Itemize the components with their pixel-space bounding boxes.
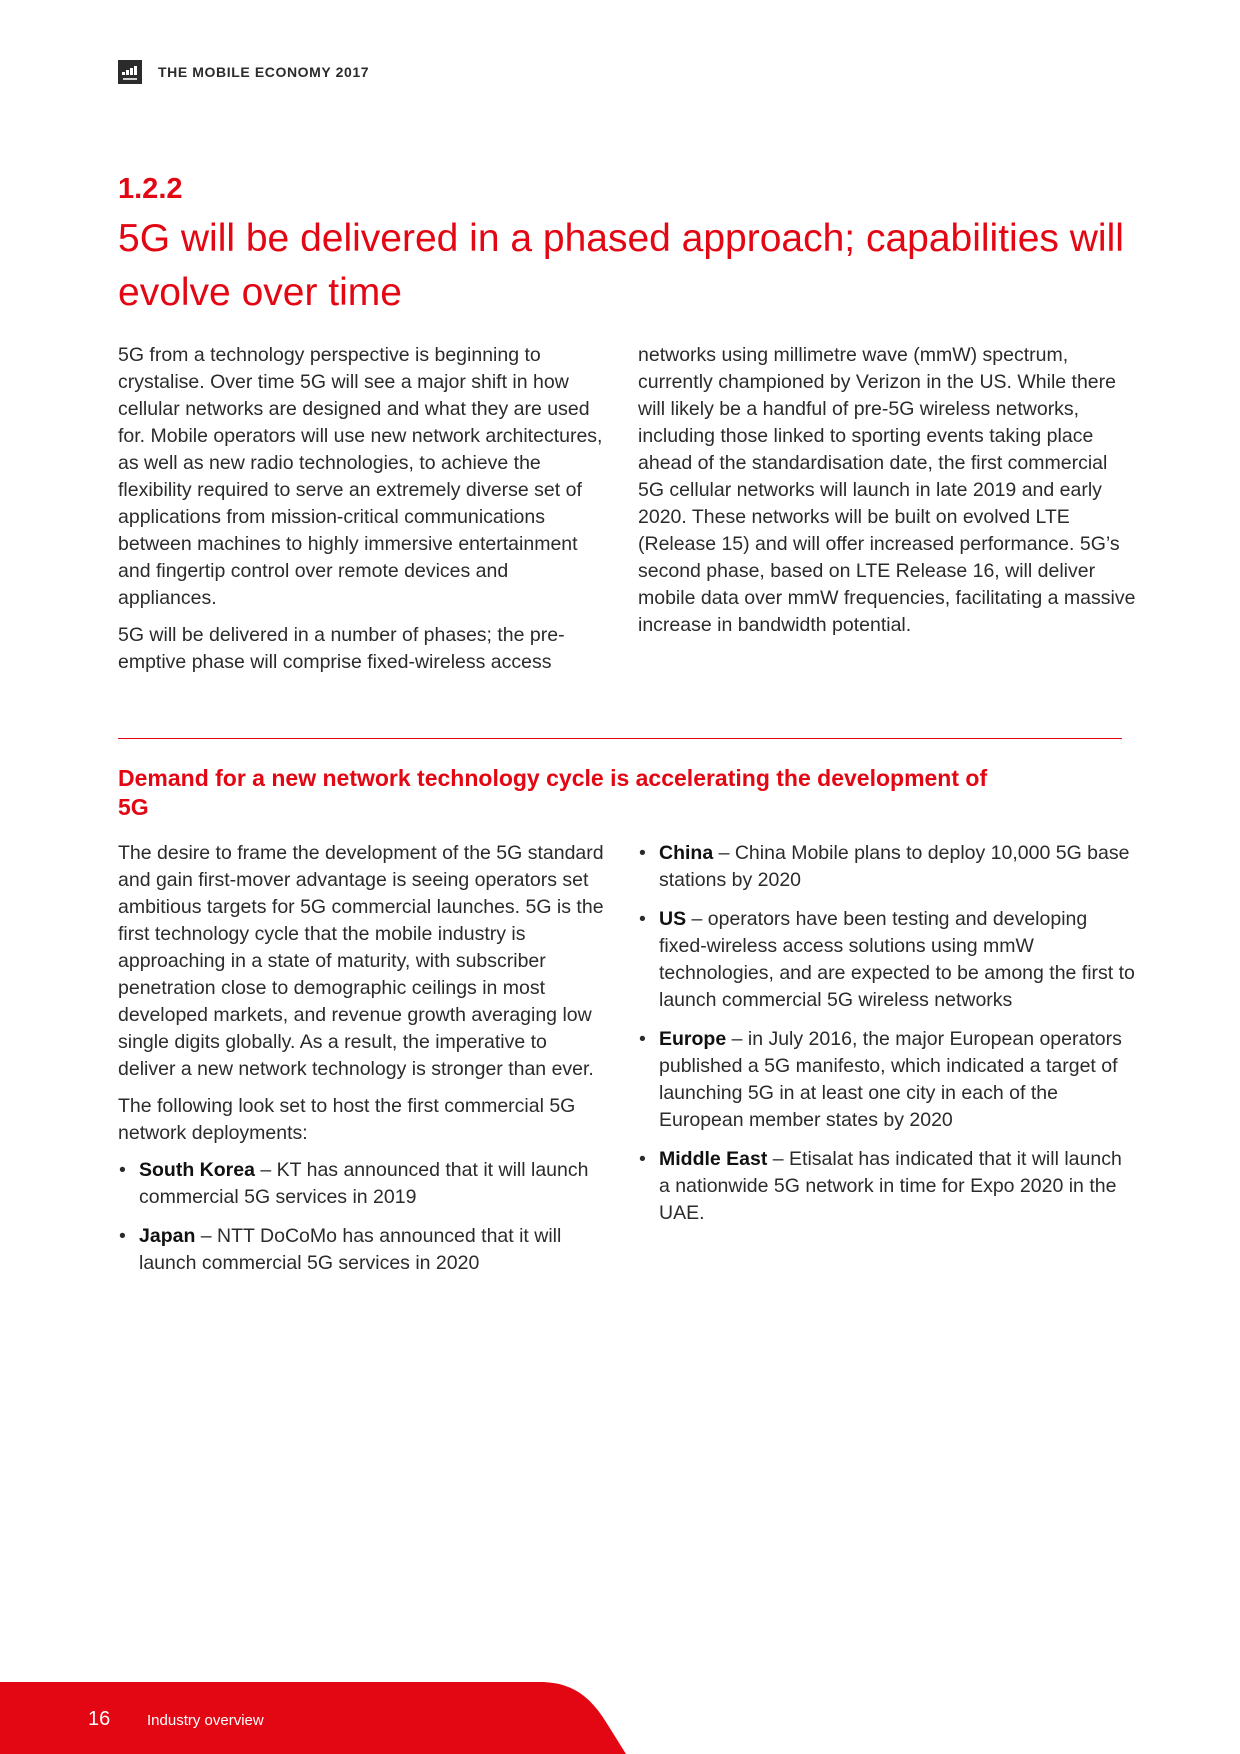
demand-heading: Demand for a new network technology cycle is accelerating the development of 5G — [118, 765, 988, 820]
country-detail: – operators have been testing and developing fixed-wireless access solutions using mmW technologies, and are expected to be among the first to launch commercial 5G wireless networks — [659, 908, 1135, 1011]
running-header — [118, 60, 369, 84]
list-item — [638, 1146, 1136, 1227]
gsma-logo-icon — [118, 60, 142, 84]
country-detail: – Etisalat has indicated that it will launch a nationwide 5G network in time for Expo 2020 in the UAE. — [659, 1148, 1122, 1224]
country-detail: – KT has announced that it will launch commercial 5G services in 2019 — [139, 1159, 589, 1208]
country-detail: – China Mobile plans to deploy 10,000 5G base stations by 2020 — [659, 842, 1130, 891]
country-term: US — [659, 908, 687, 930]
country-term: Middle East — [659, 1148, 768, 1170]
deployment-list — [118, 1157, 608, 1277]
country-detail: – in July 2016, the major European operators published a 5G manifesto, which indicated a target of launching 5G in at least one city in each of the European member states by 2020 — [659, 1028, 1122, 1131]
page-number: 16 — [88, 1708, 111, 1730]
demand-paragraph: The following look set to host the first commercial 5G network deployments: — [118, 1095, 576, 1144]
intro-left-column — [118, 342, 608, 686]
country-term: Europe — [659, 1028, 727, 1050]
intro-paragraph: networks using millimetre wave (mmW) spectrum, currently championed by Verizon in the US. While there will likely be a handful of pre-5G wireless networks, including those linked to sporting events taking place ahead of the standardisation date, the first commercial 5G cellular networks will launch in late 2019 and early 2020. These networks will be built on evolved LTE (Release 15) and will offer increased performance. 5G’s second phase, based on LTE Release 16, will deliver mobile data over mmW frequencies, facilitating a massive increase in bandwidth potential. — [638, 344, 1136, 636]
country-detail: – NTT DoCoMo has announced that it will launch commercial 5G services in 2020 — [139, 1225, 562, 1274]
demand-right-column — [638, 840, 1136, 1239]
section-label: Industry overview — [147, 1712, 264, 1729]
list-item — [638, 906, 1136, 1014]
section-title: 5G will be delivered in a phased approach; capabilities will evolve over time — [118, 217, 1124, 314]
demand-paragraph: The desire to frame the development of the 5G standard and gain first-mover advantage is seeing operators set ambitious targets for 5G commercial launches. 5G is the first technology cycle that the mobile industry is approaching in a state of maturity, with subscriber penetration close to demographic ceilings in most developed markets, and revenue growth averaging low single digits globally. As a result, the imperative to deliver a new network technology is stronger than ever. — [118, 842, 604, 1080]
demand-left-column — [118, 840, 608, 1289]
country-term: China — [659, 842, 714, 864]
page-footer — [0, 1682, 1240, 1754]
section-divider — [118, 738, 1122, 739]
intro-paragraph: 5G from a technology perspective is beginning to crystalise. Over time 5G will see a major shift in how cellular networks are designed and what they are used for. Mobile operators will use new network architectures, as well as new radio technologies, to achieve the flexibility required to serve an extremely diverse set of applications from mission-critical communications between machines to highly immersive entertainment and fingertip control over remote devices and appliances. — [118, 344, 603, 609]
country-term: South Korea — [139, 1159, 255, 1181]
list-item — [118, 1157, 608, 1211]
country-term: Japan — [139, 1225, 196, 1247]
list-item — [638, 1026, 1136, 1134]
intro-right-column — [638, 342, 1136, 649]
intro-paragraph: 5G will be delivered in a number of phases; the pre-emptive phase will comprise fixed-wireless access — [118, 624, 565, 673]
deployment-list — [638, 840, 1136, 1227]
publication-title: THE MOBILE ECONOMY 2017 — [158, 64, 370, 80]
list-item — [638, 840, 1136, 894]
list-item — [118, 1223, 608, 1277]
section-number: 1.2.2 — [118, 173, 183, 205]
